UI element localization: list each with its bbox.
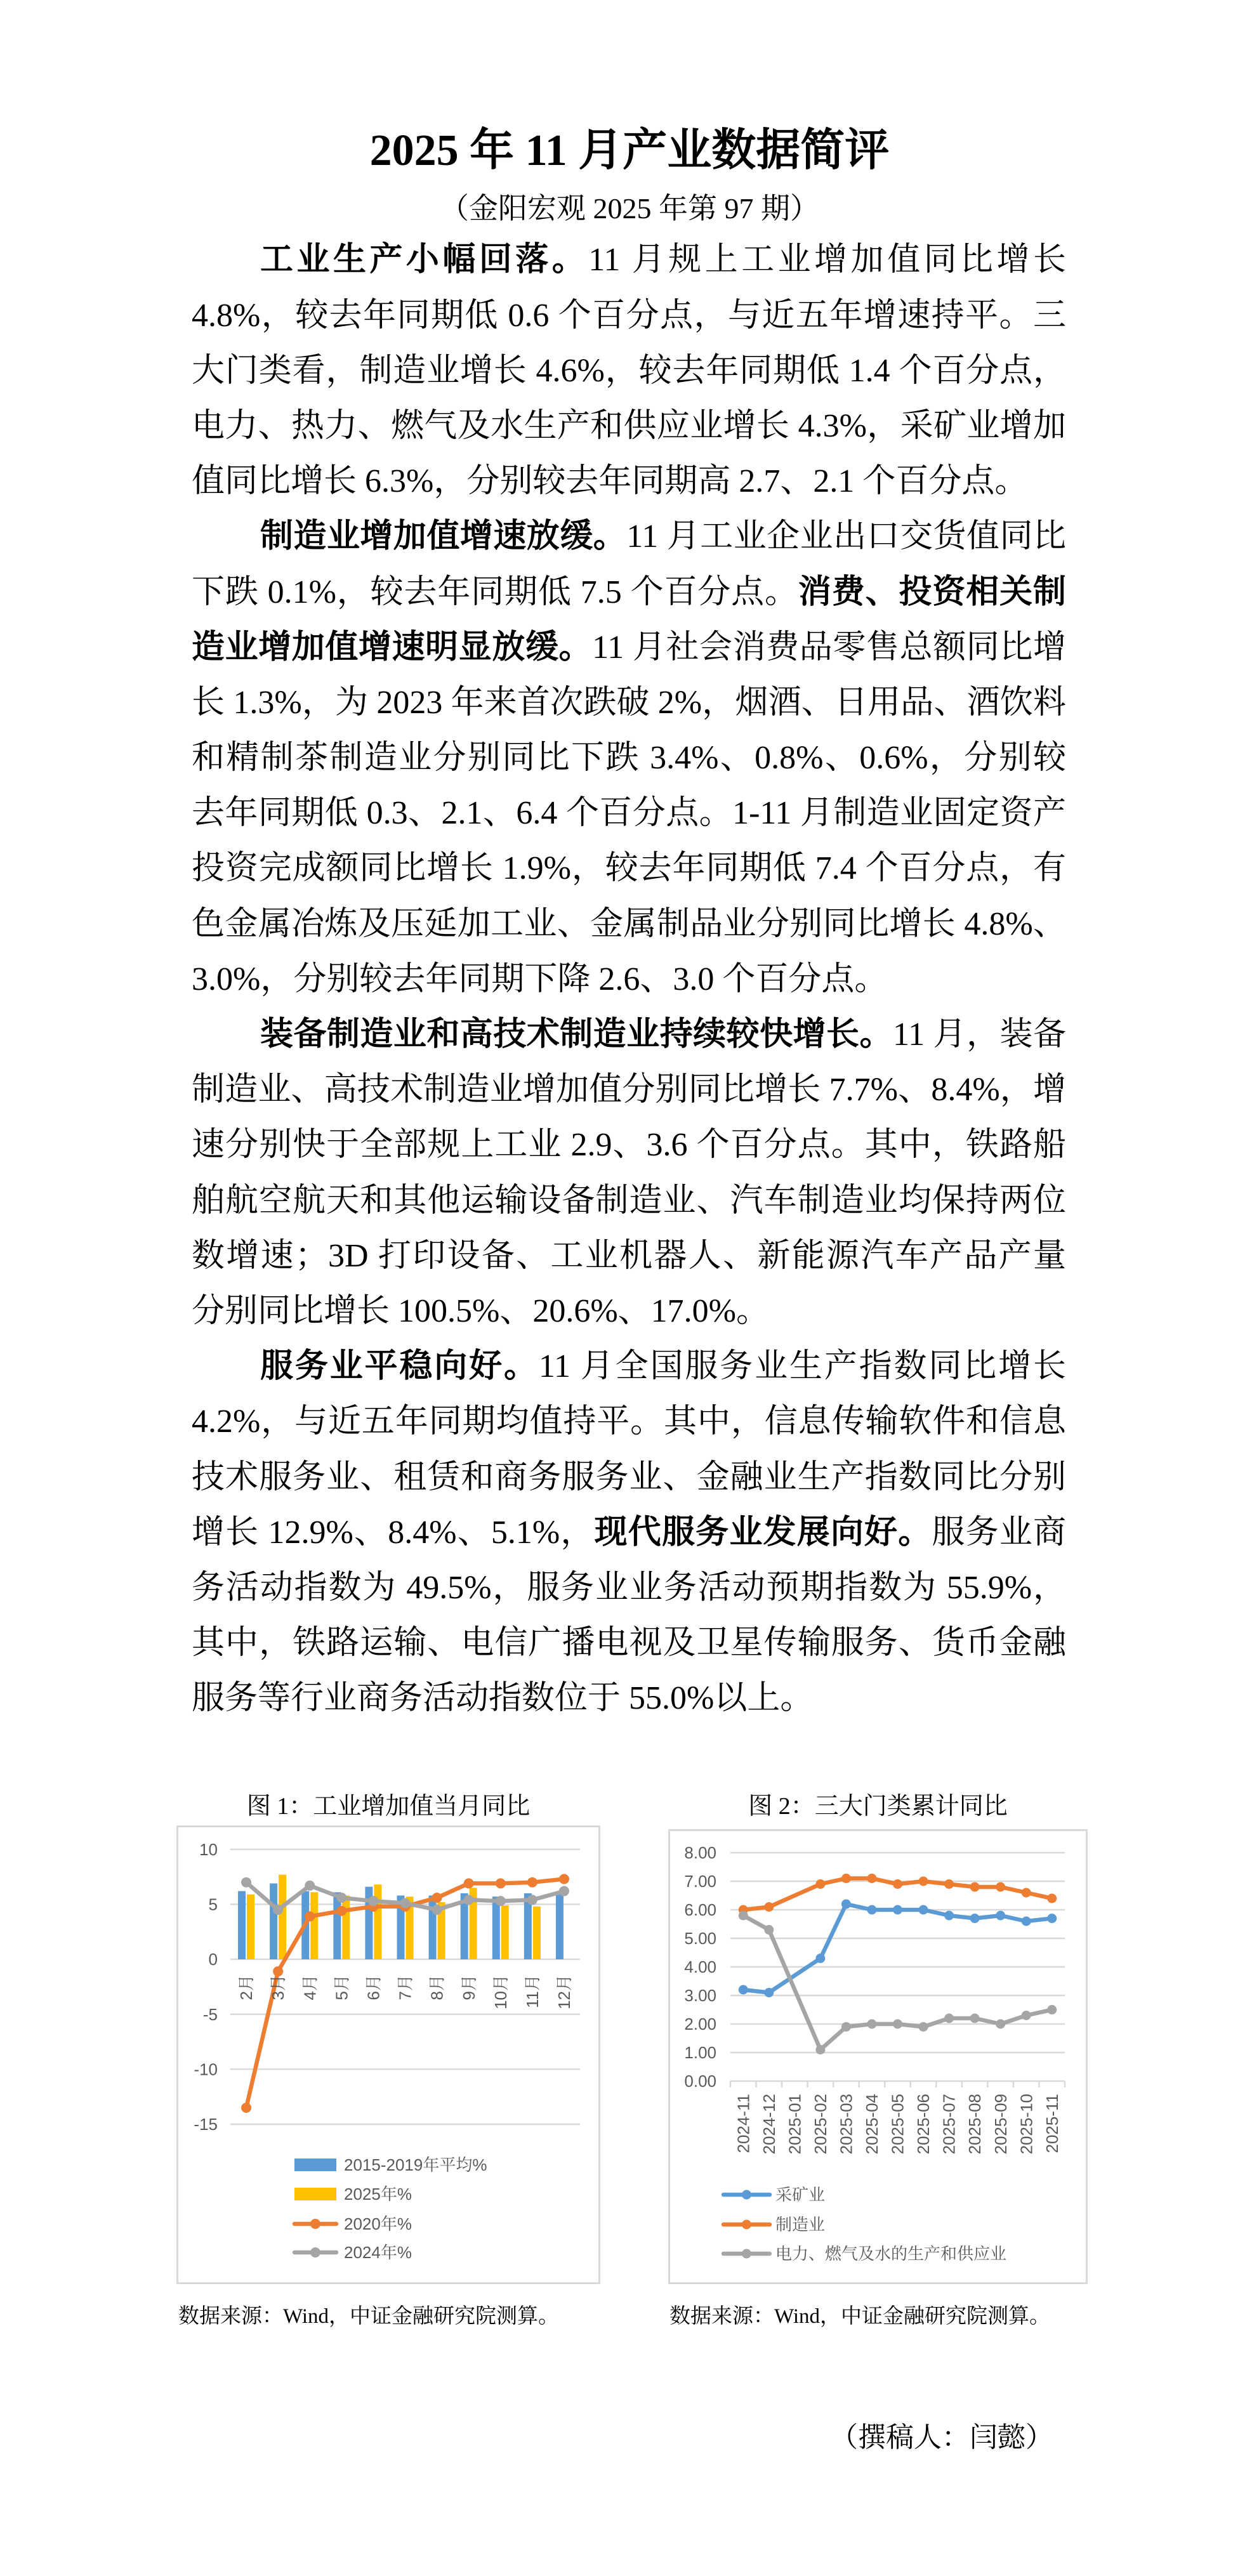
text-line bbox=[192, 565, 1066, 620]
x-tick-label: 2025-11 bbox=[1042, 2094, 1062, 2153]
y-tick-label: -10 bbox=[194, 2060, 218, 2079]
data-point-marker bbox=[815, 1954, 825, 1963]
y-tick-label: 8.00 bbox=[684, 1843, 716, 1863]
text-line bbox=[192, 785, 1066, 841]
text-segment: 11 月全国服务业生产指数同比增长 bbox=[538, 1348, 1066, 1385]
data-point-marker bbox=[305, 1881, 315, 1891]
legend-label: 电力、燃气及水的生产和供应业 bbox=[775, 2244, 1007, 2264]
data-point-marker bbox=[841, 2022, 851, 2032]
y-tick-label: 0.00 bbox=[684, 2072, 716, 2091]
text-segment: 制造业、高技术制造业增加值分别同比增长 7.7%、8.4%，增 bbox=[192, 1072, 1066, 1108]
text-segment: 11 月社会消费品零售总额同比增 bbox=[592, 629, 1066, 666]
text-segment: 11 月，装备 bbox=[893, 1016, 1066, 1053]
data-point-marker bbox=[1022, 2011, 1031, 2020]
x-tick-label: 2025-07 bbox=[939, 2094, 959, 2155]
data-point-marker bbox=[464, 1895, 474, 1905]
data-point-marker bbox=[1022, 1917, 1031, 1926]
data-point-marker bbox=[739, 1911, 748, 1921]
bar bbox=[342, 1895, 350, 1959]
x-tick-label: 2024-11 bbox=[734, 2094, 753, 2153]
data-point-marker bbox=[893, 2020, 902, 2029]
document-subtitle: （金阳宏观 2025 年第 97 期） bbox=[440, 192, 819, 225]
text-segment: 11 月工业企业出口交货值同比 bbox=[626, 518, 1066, 555]
text-segment: 分别同比增长 100.5%、20.6%、17.0%。 bbox=[192, 1292, 769, 1329]
data-point-marker bbox=[336, 1906, 346, 1916]
figure-2-chart bbox=[668, 1829, 1088, 2284]
data-point-marker bbox=[919, 1905, 928, 1915]
data-point-marker bbox=[764, 1902, 774, 1912]
text-segment: 色金属冶炼及压延加工业、金属制品业分别同比增长 4.8%、 bbox=[192, 905, 1066, 942]
data-point-marker bbox=[841, 1874, 851, 1883]
y-tick-label: 10 bbox=[199, 1839, 218, 1859]
y-tick-label: 7.00 bbox=[684, 1872, 716, 1891]
data-point-marker bbox=[1047, 2005, 1057, 2014]
paragraph-heading: 制造业增加值增速放缓。 bbox=[260, 518, 627, 555]
data-point-marker bbox=[893, 1879, 902, 1889]
paragraph-industrial-production bbox=[192, 232, 1066, 509]
text-line bbox=[192, 675, 1066, 730]
x-tick-label: 6月 bbox=[364, 1975, 383, 2001]
line-series bbox=[739, 1900, 1057, 1998]
data-point-marker bbox=[241, 2103, 251, 2113]
data-point-marker bbox=[464, 1878, 474, 1888]
y-tick-label: 5.00 bbox=[684, 1929, 716, 1948]
text-line bbox=[192, 1560, 1066, 1615]
text-line bbox=[192, 1228, 1066, 1284]
author-credit: （撰稿人：闫懿） bbox=[830, 2422, 1053, 2453]
x-tick-label: 4月 bbox=[300, 1975, 320, 2001]
bar bbox=[270, 1883, 277, 1959]
data-point-marker bbox=[815, 1879, 825, 1889]
text-segment: 3.0%，分别较去年同期下降 2.6、3.0 个百分点。 bbox=[192, 961, 888, 997]
text-line bbox=[192, 1671, 1066, 1726]
legend-item bbox=[294, 2214, 412, 2233]
paragraph-heading: 装备制造业和高技术制造业持续较快增长。 bbox=[260, 1016, 893, 1053]
legend-item bbox=[294, 2185, 412, 2204]
x-tick-label: 8月 bbox=[427, 1975, 447, 2001]
text-segment: 去年同期低 0.3、2.1、6.4 个百分点。1-11 月制造业固定资产 bbox=[192, 795, 1066, 832]
legend-item bbox=[723, 2185, 825, 2204]
text-line bbox=[192, 232, 1066, 287]
bar bbox=[238, 1891, 246, 1959]
text-line bbox=[192, 288, 1066, 343]
y-tick-label: 4.00 bbox=[684, 1957, 716, 1977]
y-tick-label: 2.00 bbox=[684, 2014, 716, 2034]
x-tick-label: 9月 bbox=[459, 1975, 478, 2001]
x-tick-label: 2025-03 bbox=[836, 2094, 856, 2155]
legend-item bbox=[723, 2215, 825, 2234]
data-point-marker bbox=[739, 1985, 748, 1995]
text-line bbox=[192, 1615, 1066, 1671]
bar bbox=[279, 1875, 286, 1959]
figure-2-title: 图 2：三大门类累计同比 bbox=[748, 1793, 1008, 1820]
legend-label: 2015-2019年平均% bbox=[344, 2155, 487, 2175]
legend-marker bbox=[742, 2190, 751, 2200]
bar bbox=[247, 1895, 254, 1959]
inline-heading: 现代服务业发展向好。 bbox=[594, 1514, 932, 1551]
data-point-marker bbox=[241, 1877, 251, 1888]
y-tick-label: 5 bbox=[208, 1895, 218, 1914]
text-segment: 速分别快于全部规上工业 2.9、3.6 个百分点。其中，铁路船 bbox=[192, 1127, 1066, 1164]
legend-item bbox=[294, 2243, 412, 2262]
x-tick-label: 7月 bbox=[395, 1975, 415, 2001]
text-segment: 服务等行业商务活动指数位于 55.0%以上。 bbox=[192, 1680, 814, 1717]
data-point-marker bbox=[867, 1874, 876, 1883]
bar bbox=[533, 1907, 541, 1959]
legend-label: 制造业 bbox=[775, 2215, 826, 2235]
paragraph-heading: 服务业平稳向好。 bbox=[260, 1348, 539, 1385]
text-segment: 4.2%，与近五年同期均值持平。其中，信息传输软件和信息 bbox=[192, 1403, 1066, 1440]
legend-marker bbox=[310, 2219, 320, 2229]
x-tick-label: 2025-04 bbox=[862, 2094, 882, 2155]
data-point-marker bbox=[496, 1896, 506, 1906]
bar bbox=[501, 1905, 509, 1959]
data-point-marker bbox=[867, 2020, 876, 2029]
figure-2-source-note: 数据来源：Wind，中证金融研究院测算。 bbox=[669, 2305, 1050, 2328]
data-point-marker bbox=[527, 1895, 537, 1905]
text-line bbox=[192, 509, 1066, 564]
text-line bbox=[192, 1339, 1066, 1394]
paragraph-services bbox=[192, 1339, 1066, 1726]
text-segment: 长 1.3%，为 2023 年来首次跌破 2%，烟酒、日用品、酒饮料 bbox=[192, 684, 1066, 721]
paragraph-equipment-hightech bbox=[192, 1007, 1066, 1339]
x-tick-label: 2025-05 bbox=[888, 2094, 907, 2155]
data-point-marker bbox=[432, 1893, 442, 1903]
legend bbox=[294, 2155, 487, 2262]
legend-marker bbox=[310, 2247, 320, 2257]
x-tick-label: 2025-01 bbox=[785, 2094, 805, 2155]
data-point-marker bbox=[1022, 1888, 1031, 1898]
data-point-marker bbox=[944, 1879, 954, 1889]
text-segment: 电力、热力、燃气及水生产和供应业增长 4.3%，采矿业增加 bbox=[192, 407, 1066, 444]
text-line bbox=[192, 841, 1066, 896]
text-segment: 值同比增长 6.3%，分别较去年同期高 2.7、2.1 个百分点。 bbox=[192, 463, 1028, 500]
text-segment: 和精制茶制造业分别同比下跌 3.4%、0.8%、0.6%，分别较 bbox=[192, 740, 1066, 777]
text-segment: 下跌 0.1%，较去年同期低 7.5 个百分点。 bbox=[192, 574, 798, 610]
data-point-marker bbox=[1047, 1894, 1057, 1903]
text-segment: 大门类看，制造业增长 4.6%，较去年同期低 1.4 个百分点， bbox=[192, 352, 1066, 389]
text-segment: 增长 12.9%、8.4%、5.1%， bbox=[192, 1514, 595, 1551]
x-tick-label: 2025-08 bbox=[965, 2094, 985, 2155]
text-line bbox=[192, 1117, 1066, 1173]
x-tick-label: 2025-06 bbox=[914, 2094, 933, 2155]
legend-label: 2024年% bbox=[344, 2243, 412, 2263]
bar bbox=[310, 1892, 318, 1959]
y-axis-labels bbox=[194, 1840, 218, 2134]
y-tick-label: 0 bbox=[208, 1950, 218, 1969]
legend-marker bbox=[742, 2220, 751, 2230]
legend-label: 2020年% bbox=[344, 2214, 412, 2234]
y-tick-label: 6.00 bbox=[684, 1900, 716, 1920]
data-point-marker bbox=[970, 1883, 980, 1892]
inline-heading: 消费、投资相关制 bbox=[798, 574, 1066, 610]
series-line bbox=[743, 1916, 1051, 2050]
text-segment: 投资完成额同比增长 1.9%，较去年同期低 7.4 个百分点，有 bbox=[192, 850, 1066, 887]
text-line bbox=[192, 620, 1066, 675]
x-tick-label: 10月 bbox=[491, 1975, 510, 2009]
text-line bbox=[192, 454, 1066, 509]
text-line bbox=[192, 1062, 1066, 1117]
legend-swatch bbox=[294, 2188, 336, 2200]
text-segment: 舶航空航天和其他运输设备制造业、汽车制造业均保持两位 bbox=[192, 1182, 1066, 1219]
data-point-marker bbox=[764, 1925, 774, 1935]
legend-item bbox=[294, 2155, 487, 2174]
data-point-marker bbox=[559, 1874, 569, 1884]
text-line bbox=[192, 730, 1066, 785]
data-point-marker bbox=[527, 1877, 537, 1888]
x-tick-label: 12月 bbox=[555, 1975, 574, 2009]
text-line bbox=[192, 1007, 1066, 1062]
data-point-marker bbox=[496, 1878, 506, 1888]
x-tick-label: 3月 bbox=[268, 1975, 288, 2001]
bar bbox=[492, 1896, 500, 1959]
legend-label: 2025年% bbox=[344, 2185, 412, 2204]
bar bbox=[556, 1892, 564, 1959]
text-segment: 11 月规上工业增加值同比增长 bbox=[588, 242, 1066, 279]
legend-swatch bbox=[294, 2159, 336, 2171]
x-tick-label: 11月 bbox=[523, 1975, 542, 2008]
figure-1-title: 图 1：工业增加值当月同比 bbox=[246, 1793, 531, 1820]
x-axis-labels bbox=[237, 1975, 574, 2009]
paragraph-heading: 工业生产小幅回落。 bbox=[260, 242, 589, 279]
x-axis-labels bbox=[734, 2094, 1061, 2154]
data-point-marker bbox=[893, 1905, 902, 1915]
data-point-marker bbox=[305, 1911, 315, 1921]
figure-1-source-note: 数据来源：Wind，中证金融研究院测算。 bbox=[178, 2305, 559, 2328]
data-point-marker bbox=[970, 1914, 980, 1923]
x-tick-label: 2025-09 bbox=[991, 2094, 1010, 2155]
data-point-marker bbox=[764, 1988, 774, 1997]
text-line bbox=[192, 1284, 1066, 1339]
legend bbox=[723, 2185, 1006, 2263]
text-line bbox=[192, 343, 1066, 398]
data-point-marker bbox=[400, 1898, 411, 1909]
x-tick-label: 2025-10 bbox=[1017, 2094, 1036, 2155]
text-line bbox=[192, 398, 1066, 454]
inline-heading: 造业增加值增速明显放缓。 bbox=[192, 629, 593, 666]
x-tick-label: 2024-12 bbox=[759, 2094, 779, 2155]
text-line bbox=[192, 952, 1066, 1007]
y-tick-label: -5 bbox=[202, 2004, 218, 2024]
text-segment: 数增速；3D 打印设备、工业机器人、新能源汽车产品产量 bbox=[192, 1237, 1066, 1274]
x-tick-label: 5月 bbox=[332, 1975, 352, 2001]
figure-1-chart bbox=[176, 1825, 600, 2284]
text-line bbox=[192, 897, 1066, 952]
data-point-marker bbox=[368, 1896, 378, 1906]
text-line bbox=[192, 1173, 1066, 1228]
data-point-marker bbox=[1047, 1914, 1057, 1923]
legend-item bbox=[723, 2244, 1006, 2263]
data-point-marker bbox=[559, 1886, 569, 1896]
data-point-marker bbox=[919, 1877, 928, 1886]
text-segment: 服务业商 bbox=[932, 1514, 1066, 1551]
text-line bbox=[192, 1450, 1066, 1505]
y-tick-label: 1.00 bbox=[684, 2043, 716, 2063]
data-point-marker bbox=[841, 1900, 851, 1909]
text-line bbox=[192, 1394, 1066, 1449]
y-axis-labels bbox=[684, 1843, 716, 2091]
text-segment: 其中，铁路运输、电信广播电视及卫星传输服务、货币金融 bbox=[192, 1625, 1066, 1662]
data-point-marker bbox=[336, 1893, 346, 1903]
data-point-marker bbox=[919, 2022, 928, 2032]
text-segment: 4.8%，较去年同期低 0.6 个百分点，与近五年增速持平。三 bbox=[192, 297, 1066, 334]
data-point-marker bbox=[996, 1911, 1005, 1921]
text-segment: 务活动指数为 49.5%，服务业业务活动预期指数为 55.9%， bbox=[192, 1569, 1066, 1606]
bar-series bbox=[238, 1883, 564, 1959]
data-point-marker bbox=[970, 2014, 980, 2023]
data-point-marker bbox=[273, 1905, 283, 1915]
legend-marker bbox=[742, 2249, 751, 2259]
bar bbox=[374, 1884, 381, 1959]
data-point-marker bbox=[815, 2045, 825, 2054]
data-point-marker bbox=[867, 1905, 876, 1915]
text-line bbox=[192, 1505, 1066, 1560]
legend-label: 采矿业 bbox=[775, 2185, 826, 2205]
x-tick-label: 2025-02 bbox=[811, 2094, 830, 2155]
article-body bbox=[192, 232, 1066, 1726]
paragraph-manufacturing bbox=[192, 509, 1066, 1007]
document-title: 2025 年 11 月产业数据简评 bbox=[369, 126, 890, 175]
text-segment: 技术服务业、租赁和商务服务业、金融业生产指数同比分别 bbox=[192, 1459, 1066, 1495]
x-tick-label: 2月 bbox=[237, 1975, 256, 2001]
y-tick-label: -15 bbox=[194, 2115, 218, 2134]
x-axis bbox=[730, 2081, 1065, 2087]
data-point-marker bbox=[944, 1911, 954, 1921]
data-point-marker bbox=[432, 1905, 442, 1915]
data-point-marker bbox=[996, 1883, 1005, 1892]
data-point-marker bbox=[996, 2020, 1005, 2029]
y-tick-label: 3.00 bbox=[684, 1986, 716, 2006]
data-point-marker bbox=[944, 2014, 954, 2023]
